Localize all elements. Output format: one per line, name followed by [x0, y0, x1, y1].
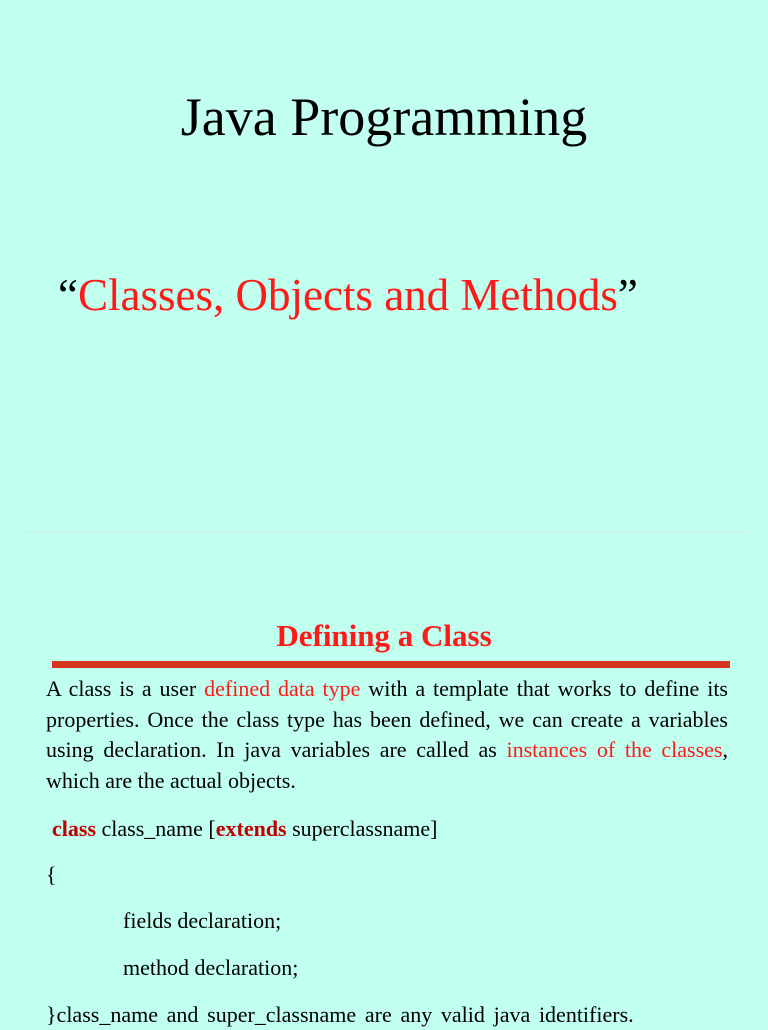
para-highlight-2: instances of the classes [506, 737, 723, 762]
close-quote: ” [617, 270, 638, 320]
syntax-methods: method declaration; [123, 955, 299, 980]
para-text-2: with a template that works to define its properties. Once the class type has been defined, we can create a variables using declaration. In java variables are called as [46, 676, 728, 762]
superclass-text: superclassname] [286, 816, 438, 841]
open-quote: “ [58, 270, 78, 320]
slide-subtitle [58, 268, 638, 322]
keyword-class: class [52, 816, 96, 841]
class-name-text: class_name [ [96, 816, 216, 841]
section-heading: Defining a Class [276, 618, 492, 653]
syntax-line-class [52, 814, 438, 844]
slide-title: Java Programming [180, 87, 588, 147]
syntax-closing-line: }class_name and super_classname are any valid java identifiers. [46, 1002, 634, 1027]
syntax-fields: fields declaration; [123, 908, 282, 933]
para-text-1: A class is a user [46, 676, 205, 701]
definition-paragraph [46, 674, 728, 796]
para-highlight-1: defined data type [204, 676, 361, 701]
subtitle-text: Classes, Objects and Methods [77, 270, 618, 320]
slide-divider [26, 532, 748, 533]
keyword-extends: extends [215, 816, 287, 841]
para-text-3: , which are the actual objects. [46, 737, 728, 793]
syntax-open-brace: { [46, 862, 57, 887]
heading-underline [52, 661, 730, 668]
